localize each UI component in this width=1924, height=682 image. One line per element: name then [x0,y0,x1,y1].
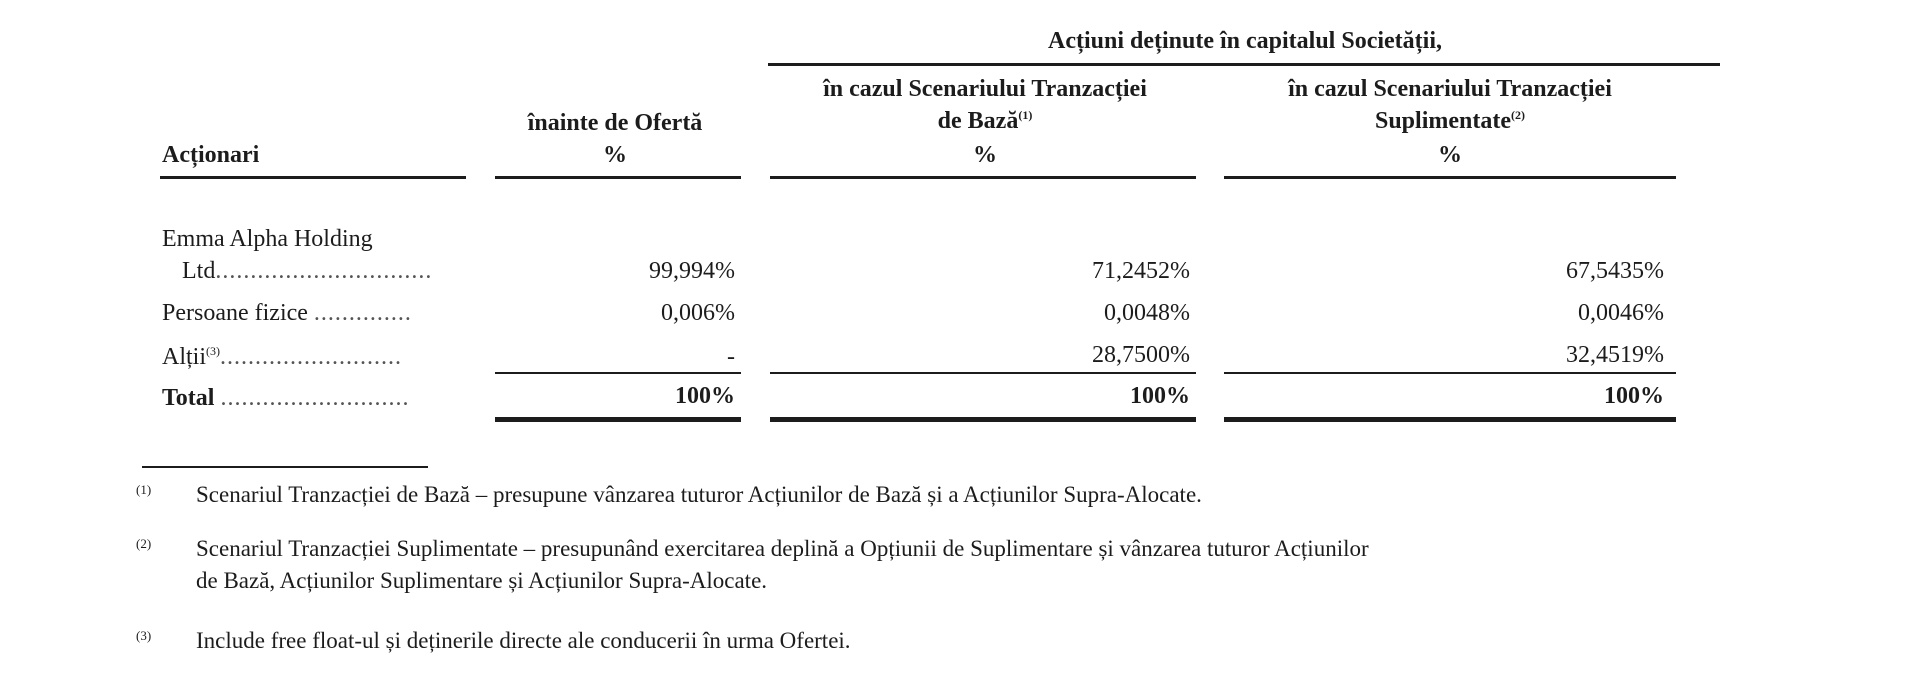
col-header-shareholders: Acționari [162,142,260,168]
footnote-ref-1: (1) [1018,108,1033,122]
row-3-before: - [727,344,735,370]
col-header-base-text: de Bază [937,108,1019,134]
col-header-supp: în cazul Scenariului Tranzacției [1288,76,1612,102]
row-1-base: 71,2452% [1092,258,1190,284]
total-supp: 100% [1604,383,1664,409]
col-header-base-unit: % [973,142,997,168]
row-3-name [162,344,402,371]
total-rule-before [495,417,741,422]
subtotal-rule-supp [1224,372,1676,374]
row-2-leader-dots: .............. [313,300,412,326]
header-rule-supp [1224,176,1676,179]
col-header-base-line2 [770,108,1200,135]
total-row-label [162,385,409,412]
group-header: Acțiuni deținute în capitalul Societății, [1047,28,1442,54]
row-1-leader-dots: ............................... [215,258,433,284]
subtotal-rule-before [495,372,741,374]
row-2-before: 0,006% [661,300,735,326]
footnote-ref-2: (2) [1511,108,1525,122]
row-3-base: 28,7500% [1092,342,1190,368]
footnote-separator [142,466,428,468]
subtotal-rule-base [770,372,1196,374]
footnote-3-mark: (3) [136,628,152,643]
total-rule-supp [1224,417,1676,422]
footnote-1-mark: (1) [136,482,152,497]
total-base: 100% [1130,383,1190,409]
total-label: Total [162,385,215,411]
col-header-base: în cazul Scenariului Tranzacției [823,76,1147,102]
col-header-before-offer: înainte de Ofertă [527,110,703,136]
row-1-name-line2 [182,258,432,285]
group-header-rule [768,63,1720,66]
row-2-name-text: Persoane fizice [162,300,308,326]
row-1-supp: 67,5435% [1566,258,1664,284]
header-rule-before [495,176,741,179]
col-header-before-offer-unit: % [603,142,627,168]
header-rule-base [770,176,1196,179]
header-rule-shareholders [160,176,466,179]
col-header-supp-unit: % [1438,142,1462,168]
row-3-leader-dots: .......................... [220,344,403,370]
row-1-before: 99,994% [649,258,735,284]
footnote-3-text: Include free float-ul și deținerile directe ale conducerii în urma Ofertei. [196,628,851,653]
footnote-ref-3: (3) [206,344,221,358]
footnote-2-text-line1: Scenariul Tranzacției Suplimentate – presupunând exercitarea deplină a Opțiunii de Suplimentare și vânzarea tuturor Acțiunilor [196,536,1369,561]
row-3-supp: 32,4519% [1566,342,1664,368]
col-header-supp-line2 [1225,108,1675,135]
footnote-1-text: Scenariul Tranzacției de Bază – presupune vânzarea tuturor Acțiunilor de Bază și a Acțiunilor Supra-Alocate. [196,482,1202,507]
row-2-name [162,300,412,327]
row-2-supp: 0,0046% [1578,300,1664,326]
footnote-2-mark: (2) [136,536,152,551]
total-leader-dots: ........................... [220,385,410,411]
row-1-name-ltd: Ltd [182,258,216,284]
total-before: 100% [675,383,735,409]
row-1-name: Emma Alpha Holding [162,226,373,252]
row-2-base: 0,0048% [1104,300,1190,326]
row-3-name-text: Alții [162,344,207,370]
total-rule-base [770,417,1196,422]
col-header-supp-text: Suplimentate [1374,108,1511,134]
footnote-2-text-line2: de Bază, Acțiunilor Suplimentare și Acțiunilor Supra-Alocate. [196,568,768,593]
